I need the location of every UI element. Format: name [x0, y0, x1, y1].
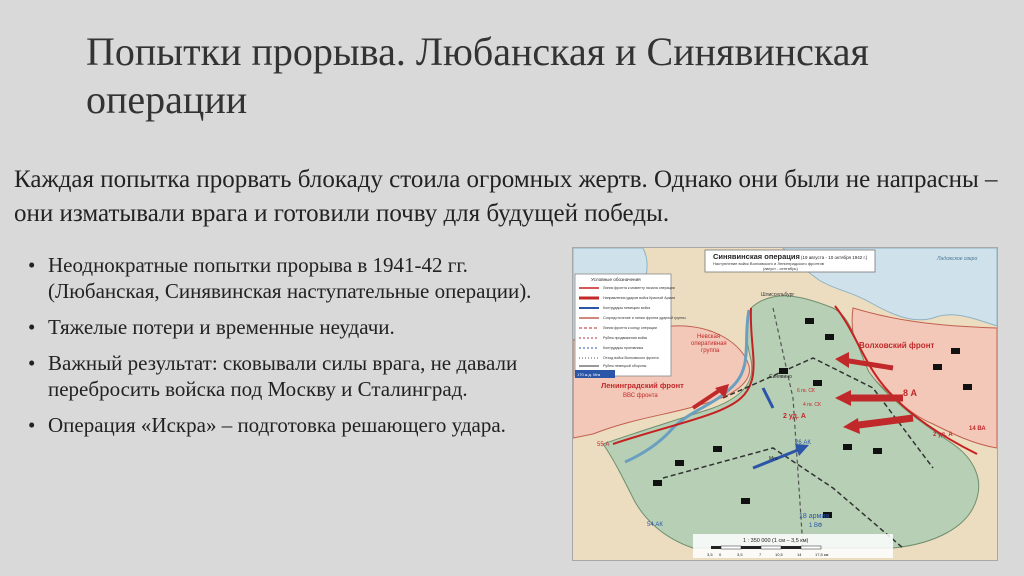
- bullet-text: Операция «Искра» – подготовка решающего удара.: [48, 413, 506, 437]
- neva-group-label: Невская: [697, 334, 721, 340]
- legend-item: Сосредоточение и линия фронта ударной группы: [603, 316, 686, 320]
- legend-item: Контрудары противника: [603, 346, 644, 350]
- army-label: 6 гв. СК: [797, 388, 815, 394]
- map-scale: 1 : 350 000 (1 см – 3,5 км): [743, 538, 809, 544]
- legend-item: Линия фронта к моменту начала операции: [603, 286, 675, 290]
- bullet-item: [22, 412, 542, 438]
- scale-tick: 17,5 км: [815, 552, 829, 557]
- mga-label: Мга: [769, 456, 778, 462]
- bullet-text: Неоднократные попытки прорыва в 1941-42 гг. (Любанская, Синявинская наступательные операции).: [48, 253, 532, 303]
- bullet-item: [22, 350, 542, 402]
- neva-group-label: оперативная: [691, 341, 727, 347]
- map-image: [573, 248, 997, 560]
- sinyavino-operation-map: [572, 247, 998, 561]
- shlisselburg-label: Шлиссельбург: [761, 292, 795, 298]
- legend-item: Направления ударов войск Красной Армии: [603, 296, 676, 300]
- army-label: 2 уд. А: [933, 432, 953, 438]
- army-label: 54 АК: [647, 522, 663, 528]
- army-label: 55 А: [597, 442, 610, 448]
- leningrad-front-label: Ленинградский фронт: [601, 381, 684, 390]
- bullet-text: Важный результат: сковывали силы врага, не давали перебросить войска под Москву и Сталинград.: [48, 351, 518, 401]
- scale-tick: 3,5: [737, 552, 743, 557]
- bullet-marker: •: [28, 315, 36, 339]
- army-label: 14 ВА: [969, 426, 986, 432]
- army-label: 4 гв. СК: [803, 402, 821, 408]
- legend-item: Отход войск Волховского фронта: [603, 356, 659, 360]
- army-label: 8 А: [903, 388, 918, 398]
- scale-tick: 10,5: [775, 552, 783, 557]
- ladoga-label: Ладожское озеро: [937, 256, 978, 262]
- map-subtitle-2: (август - сентябрь): [763, 266, 798, 271]
- map-title-dates: (19 августа - 10 октября 1942 г.): [801, 255, 868, 260]
- scale-tick: 0: [719, 552, 722, 557]
- vvs-label: ВВС фронта: [623, 393, 658, 399]
- legend-item: Линия фронта к концу операции: [603, 326, 657, 330]
- bullet-item: [22, 314, 542, 340]
- sinyavino-label: Синявино: [769, 374, 792, 380]
- legend-item: Рубеж немецкой обороны: [603, 364, 647, 368]
- bullet-marker: •: [28, 253, 36, 277]
- scale-tick: 3,5: [707, 552, 713, 557]
- legend-footer: 170 ж.д. Мга: [577, 372, 601, 377]
- map-title: Синявинская операция: [713, 252, 800, 261]
- bullet-marker: •: [28, 351, 36, 375]
- army-label: 18 армия: [799, 513, 830, 520]
- volkhov-front-label: Волховский фронт: [859, 341, 935, 350]
- neva-group-label: группа: [701, 348, 720, 354]
- legend-item: Рубеж продвижения войск: [603, 336, 648, 340]
- bullet-text: Тяжелые потери и временные неудачи.: [48, 315, 395, 339]
- scale-tick: 7: [759, 552, 762, 557]
- army-label: 2 уд. А: [783, 413, 806, 420]
- legend-item: Контрудары немецких войск: [603, 306, 651, 310]
- map-subtitle: Наступление войск Волховского и Ленинградского фронтов: [713, 261, 824, 266]
- intro-paragraph: Каждая попытка прорвать блокаду стоила огромных жертв. Однако они были не напрасны – они изматывали врага и готовили почву для будущей победы.: [14, 166, 998, 227]
- army-label: 1 ВФ: [809, 523, 823, 529]
- scale-tick: 14: [797, 552, 802, 557]
- legend-title: Условные обозначения: [591, 277, 641, 282]
- bullet-list: [22, 252, 542, 448]
- bullet-marker: •: [28, 413, 36, 437]
- slide-title: Попытки прорыва. Любанская и Синявинская операции: [86, 29, 869, 122]
- bullet-item: [22, 252, 542, 304]
- army-label: 26 АК: [795, 440, 811, 446]
